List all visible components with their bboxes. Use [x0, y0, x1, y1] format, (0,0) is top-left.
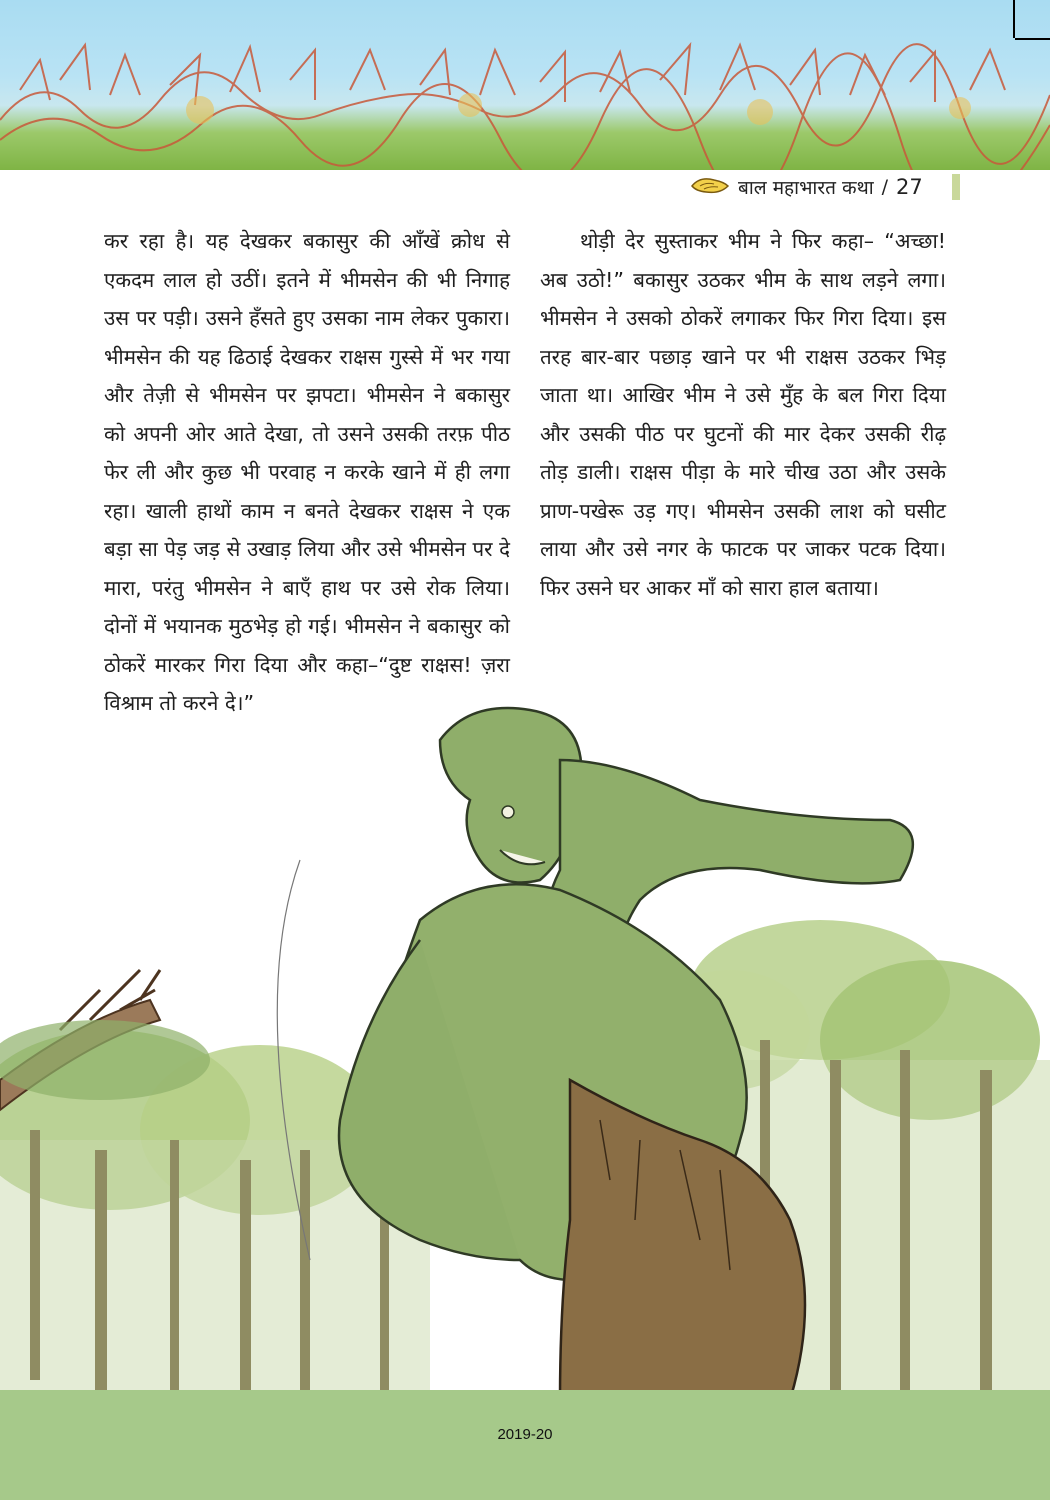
left-column	[104, 222, 510, 723]
battle-frieze-illustration	[0, 0, 1050, 170]
top-banner	[0, 0, 1050, 170]
bottom-decorative-band	[0, 1390, 1050, 1500]
header-accent-bar	[952, 174, 960, 200]
demon-illustration	[0, 700, 1050, 1400]
running-head	[690, 172, 960, 202]
right-column-text: थोड़ी देर सुस्ताकर भीम ने फिर कहा– “अच्छा! अब उठो!” बकासुर उठकर भीम के साथ लड़ने लगा। भीमसेन ने उसको ठोकरें लगाकर फिर गिरा दिया। इस तरह बार-बार पछाड़ खाने पर भी राक्षस उठकर भिड़ जाता था। आखिर भीम ने उसे मुँह के बल गिरा दिया और उसकी पीठ पर घुटनों की मार देकर उसकी रीढ़ तोड़ डाली। राक्षस पीड़ा के मारे चीख उठा और उसके प्राण-पखेरू उड़ गए। भीमसेन उसकी लाश को घसीट लाया और उसे नगर के फाटक पर जाकर पटक दिया। फिर उसने घर आकर माँ को सारा हाल बताया।	[540, 229, 946, 600]
left-column-text: कर रहा है। यह देखकर बकासुर की आँखें क्रोध से एकदम लाल हो उठीं। इतने में भीमसेन की भी निगाह उस पर पड़ी। उसने हँसते हुए उसका नाम लेकर पुकारा। भीमसेन की यह ढिठाई देखकर राक्षस गुस्से में भर गया और तेज़ी से भीमसेन पर झपटा। भीमसेन ने बकासुर को अपनी ओर आते देखा, तो उसने उसकी तरफ़ पीठ फेर ली और कुछ भी परवाह न करके खाने में ही लगा रहा। खाली हाथों काम न बनते देखकर राक्षस ने एक बड़ा सा पेड़ जड़ से उखाड़ लिया और उसे भीमसेन पर दे मारा, परंतु भीमसेन ने बाएँ हाथ पर उसे रोक लिया। दोनों में भयानक मुठभेड़ हो गई। भीमसेन ने बकासुर को ठोकरें मारकर गिरा दिया और कहा–“दुष्ट राक्षस! ज़रा विश्राम तो करने दे।”	[104, 229, 510, 715]
conch-shell-icon	[690, 174, 730, 201]
right-column	[540, 222, 946, 607]
crop-mark-top-vertical	[1013, 0, 1015, 38]
book-title: बाल महाभारत कथा	[738, 177, 874, 199]
crop-mark-top-horizontal	[1015, 38, 1050, 40]
page-number: 27	[896, 175, 923, 199]
title-separator: /	[881, 176, 889, 198]
footer-year: 2019-20	[497, 1426, 553, 1443]
